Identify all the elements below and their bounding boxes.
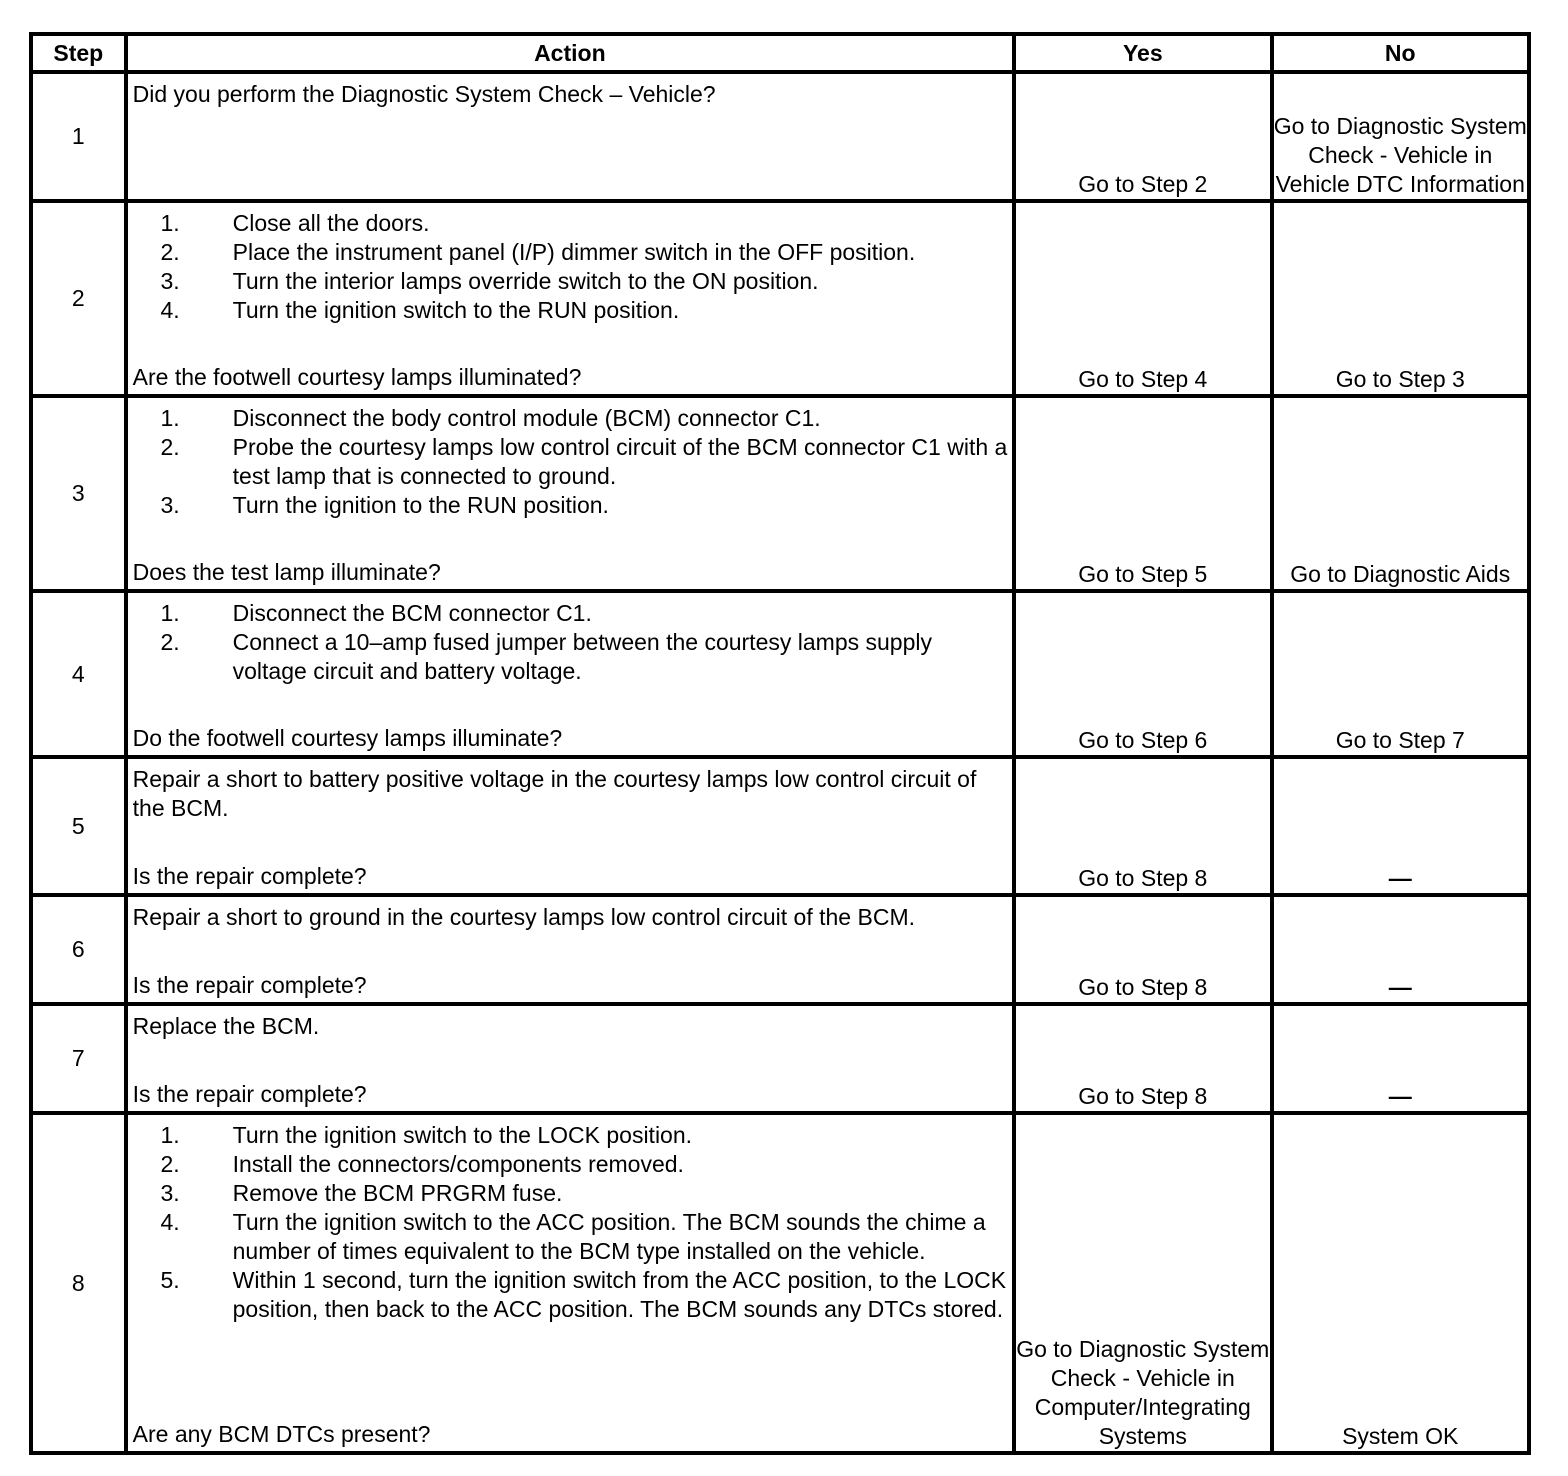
no-result: —	[1272, 895, 1529, 1004]
no-result: Go to Diagnostic Aids	[1272, 396, 1529, 591]
action-step-text: Remove the BCM PRGRM fuse.	[232, 1180, 563, 1206]
action-step-item	[133, 628, 1008, 686]
action-step-number: 4.	[160, 1209, 180, 1235]
step-number: 2	[31, 201, 126, 396]
yes-result: Go to Step 2	[1014, 72, 1271, 201]
yes-result: Go to Step 6	[1014, 591, 1271, 757]
table-row	[31, 757, 1529, 895]
yes-result: Go to Diagnostic System Check - Vehicle in Computer/Integrating Systems	[1014, 1113, 1271, 1453]
action-cell	[126, 396, 1014, 591]
table-row	[31, 895, 1529, 1004]
header-row	[31, 34, 1529, 72]
action-step-text: Turn the ignition switch to the RUN position.	[232, 297, 680, 323]
action-step-number: 2.	[160, 1151, 180, 1177]
action-step-item	[133, 238, 1008, 267]
yes-result: Go to Step 8	[1014, 1004, 1271, 1113]
action-step-text: Close all the doors.	[232, 210, 430, 236]
action-step-item	[133, 267, 1008, 296]
no-result: System OK	[1272, 1113, 1529, 1453]
action-step-number: 3.	[160, 1180, 180, 1206]
action-cell	[126, 1004, 1014, 1113]
step-number: 5	[31, 757, 126, 895]
action-step-item	[133, 1266, 1008, 1324]
action-question: Is the repair complete?	[132, 1081, 367, 1107]
step-number: 4	[31, 591, 126, 757]
step-number: 7	[31, 1004, 126, 1113]
action-cell	[126, 1113, 1014, 1453]
table-row	[31, 591, 1529, 757]
action-text: Repair a short to battery positive voltage in the courtesy lamps low control circuit of the BCM.	[132, 766, 977, 821]
action-question: Is the repair complete?	[132, 972, 367, 998]
action-question: Does the test lamp illuminate?	[132, 559, 441, 585]
yes-result: Go to Step 4	[1014, 201, 1271, 396]
action-step-item	[133, 1121, 1008, 1150]
action-question: Are the footwell courtesy lamps illuminated?	[132, 364, 582, 390]
action-step-list	[133, 209, 1008, 325]
action-cell	[126, 201, 1014, 396]
table-row	[31, 201, 1529, 396]
action-step-number: 1.	[160, 600, 180, 626]
action-question: Is the repair complete?	[132, 863, 367, 889]
action-step-item	[133, 209, 1008, 238]
yes-result: Go to Step 5	[1014, 396, 1271, 591]
action-step-list	[133, 599, 1008, 686]
action-step-item	[133, 1179, 1008, 1208]
action-step-number: 1.	[160, 210, 180, 236]
action-step-number: 2.	[160, 434, 180, 460]
action-cell	[126, 895, 1014, 1004]
action-step-text: Turn the ignition to the RUN position.	[232, 492, 609, 518]
action-step-number: 3.	[160, 492, 180, 518]
action-step-text: Install the connectors/components removed.	[232, 1151, 684, 1177]
action-step-text: Connect a 10–amp fused jumper between the courtesy lamps supply voltage circuit and battery voltage.	[232, 629, 932, 684]
no-result: Go to Step 7	[1272, 591, 1529, 757]
table-row	[31, 396, 1529, 591]
action-cell	[126, 72, 1014, 201]
yes-result: Go to Step 8	[1014, 895, 1271, 1004]
action-step-text: Within 1 second, turn the ignition switch from the ACC position, to the LOCK position, then back to the ACC position. The BCM sounds any DTCs stored.	[232, 1267, 1007, 1322]
header-action: Action	[126, 34, 1014, 72]
header-yes: Yes	[1014, 34, 1271, 72]
no-result: —	[1272, 1004, 1529, 1113]
action-step-text: Turn the interior lamps override switch to the ON position.	[232, 268, 819, 294]
action-step-item	[133, 1208, 1008, 1266]
action-step-item	[133, 433, 1008, 491]
action-step-list	[133, 1121, 1008, 1324]
action-step-text: Turn the ignition switch to the LOCK position.	[232, 1122, 693, 1148]
table-body	[31, 72, 1529, 1453]
action-text: Did you perform the Diagnostic System Check – Vehicle?	[132, 81, 716, 107]
action-step-text: Place the instrument panel (I/P) dimmer switch in the OFF position.	[232, 239, 916, 265]
header-step: Step	[31, 34, 126, 72]
yes-result: Go to Step 8	[1014, 757, 1271, 895]
step-number: 1	[31, 72, 126, 201]
action-step-item	[133, 404, 1008, 433]
action-step-number: 5.	[160, 1267, 180, 1293]
table-row	[31, 1004, 1529, 1113]
action-step-item	[133, 296, 1008, 325]
action-step-number: 2.	[160, 629, 180, 655]
action-step-item	[133, 491, 1008, 520]
step-number: 8	[31, 1113, 126, 1453]
action-step-text: Turn the ignition switch to the ACC position. The BCM sounds the chime a number of times equivalent to the BCM type installed on the vehicle.	[232, 1209, 986, 1264]
action-step-number: 2.	[160, 239, 180, 265]
action-cell	[126, 591, 1014, 757]
action-cell	[126, 757, 1014, 895]
no-result: Go to Diagnostic System Check - Vehicle in Vehicle DTC Information	[1272, 72, 1529, 201]
step-number: 3	[31, 396, 126, 591]
no-result: Go to Step 3	[1272, 201, 1529, 396]
action-step-item	[133, 599, 1008, 628]
action-step-text: Disconnect the BCM connector C1.	[232, 600, 592, 626]
diagnostic-table	[29, 32, 1531, 1455]
action-step-list	[133, 404, 1008, 520]
no-result: —	[1272, 757, 1529, 895]
action-step-number: 1.	[160, 1122, 180, 1148]
action-step-item	[133, 1150, 1008, 1179]
step-number: 6	[31, 895, 126, 1004]
action-step-number: 4.	[160, 297, 180, 323]
action-step-number: 1.	[160, 405, 180, 431]
action-step-text: Disconnect the body control module (BCM) connector C1.	[232, 405, 821, 431]
action-question: Are any BCM DTCs present?	[132, 1421, 431, 1447]
action-text: Repair a short to ground in the courtesy lamps low control circuit of the BCM.	[132, 904, 915, 930]
action-question: Do the footwell courtesy lamps illuminate?	[132, 725, 563, 751]
action-text: Replace the BCM.	[132, 1013, 320, 1039]
action-step-text: Probe the courtesy lamps low control circuit of the BCM connector C1 with a test lamp that is connected to ground.	[232, 434, 1008, 489]
header-no: No	[1272, 34, 1529, 72]
action-step-number: 3.	[160, 268, 180, 294]
table-row	[31, 1113, 1529, 1453]
table-row	[31, 72, 1529, 201]
